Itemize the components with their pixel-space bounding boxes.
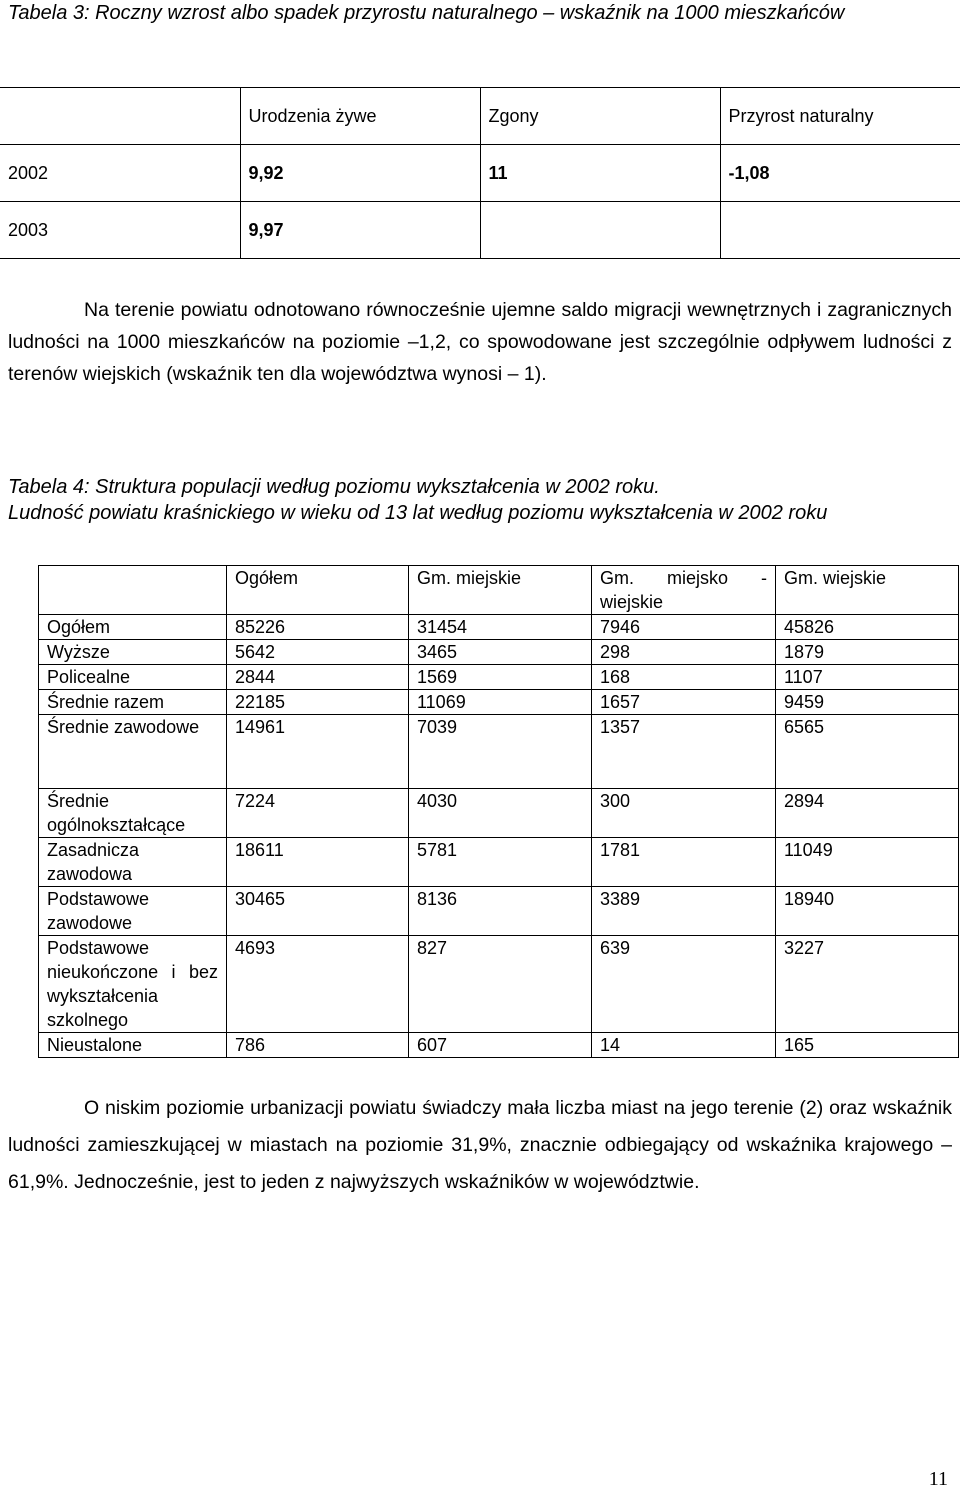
table3-cell	[720, 202, 960, 259]
table3-header-row	[0, 88, 960, 145]
table3-header-cell: Zgony	[480, 88, 720, 145]
table-row	[39, 615, 959, 640]
table4-cell: 1781	[592, 838, 776, 887]
table4-cell: 298	[592, 640, 776, 665]
table4-header-cell: Gm. miejsko - wiejskie	[592, 566, 776, 615]
table3-header-cell: Urodzenia żywe	[240, 88, 480, 145]
table4-row-label: Podstawowe zawodowe	[39, 887, 227, 936]
table-row	[39, 690, 959, 715]
table3	[0, 87, 960, 259]
table4-cell: 6565	[776, 715, 959, 789]
table4-cell: 5642	[227, 640, 409, 665]
table3-caption: Tabela 3: Roczny wzrost albo spadek przyrostu naturalnego – wskaźnik na 1000 mieszkańców	[8, 2, 845, 24]
table3-cell: 11	[480, 145, 720, 202]
table3-cell: 9,97	[240, 202, 480, 259]
table4-cell: 4030	[409, 789, 592, 838]
table3-cell	[480, 202, 720, 259]
table-row	[39, 936, 959, 1033]
table4-row-label: Podstawowe nieukończone i bez wykształcenia szkolnego	[39, 936, 227, 1033]
table3-header-cell	[0, 88, 240, 145]
table4-cell: 639	[592, 936, 776, 1033]
table4-cell: 1107	[776, 665, 959, 690]
table4-cell: 7224	[227, 789, 409, 838]
table4-row-label: Policealne	[39, 665, 227, 690]
table4-row-label: Wyższe	[39, 640, 227, 665]
table4-row-label: Ogółem	[39, 615, 227, 640]
table-row	[39, 715, 959, 789]
table4-subtitle: Ludność powiatu kraśnickiego w wieku od 13 lat według poziomu wykształcenia w 2002 roku	[8, 502, 828, 524]
table3-cell: -1,08	[720, 145, 960, 202]
table4-row-label: Średnie ogólnokształcące	[39, 789, 227, 838]
table-row	[39, 1033, 959, 1058]
table4-caption: Tabela 4: Struktura populacji według poziomu wykształcenia w 2002 roku.	[8, 476, 660, 498]
table4-row-label: Zasadnicza zawodowa	[39, 838, 227, 887]
table4-cell: 1357	[592, 715, 776, 789]
table4-cell: 30465	[227, 887, 409, 936]
table4-cell: 165	[776, 1033, 959, 1058]
table4-cell: 14	[592, 1033, 776, 1058]
table4-cell: 22185	[227, 690, 409, 715]
table4-header-cell	[39, 566, 227, 615]
table4-cell: 7946	[592, 615, 776, 640]
table4-cell: 786	[227, 1033, 409, 1058]
table-row	[0, 145, 960, 202]
table4-cell: 18940	[776, 887, 959, 936]
table4	[38, 565, 959, 1058]
table4-cell: 9459	[776, 690, 959, 715]
urbanization-paragraph: O niskim poziomie urbanizacji powiatu świadczy mała liczba miast na jego terenie (2) oraz wskaźnik ludności zamieszkującej w miastach na poziomie 31,9%, znacznie odbiegający od wskaźnika krajowego – 61,9%. Jednocześnie, jest to jeden z najwyższych wskaźników w województwie.	[8, 1097, 952, 1193]
table4-row-label: Średnie razem	[39, 690, 227, 715]
table4-header-cell: Gm. miejskie	[409, 566, 592, 615]
table4-cell: 11069	[409, 690, 592, 715]
table-row	[39, 887, 959, 936]
table4-cell: 168	[592, 665, 776, 690]
table4-cell: 3465	[409, 640, 592, 665]
table-row	[39, 640, 959, 665]
table4-cell: 827	[409, 936, 592, 1033]
table4-cell: 4693	[227, 936, 409, 1033]
table4-cell: 300	[592, 789, 776, 838]
table4-cell: 45826	[776, 615, 959, 640]
table3-cell: 9,92	[240, 145, 480, 202]
table4-cell: 14961	[227, 715, 409, 789]
table4-cell: 5781	[409, 838, 592, 887]
table4-cell: 1657	[592, 690, 776, 715]
table4-header-cell: Ogółem	[227, 566, 409, 615]
table4-cell: 3389	[592, 887, 776, 936]
table4-cell: 1879	[776, 640, 959, 665]
table4-cell: 31454	[409, 615, 592, 640]
table4-cell: 2894	[776, 789, 959, 838]
table4-header-row	[39, 566, 959, 615]
table3-year-cell: 2003	[8, 219, 49, 240]
table-row	[39, 838, 959, 887]
table4-cell: 3227	[776, 936, 959, 1033]
table4-cell: 11049	[776, 838, 959, 887]
table4-cell: 18611	[227, 838, 409, 887]
table3-year-cell: 2002	[8, 162, 49, 183]
table4-cell: 607	[409, 1033, 592, 1058]
table-row	[39, 665, 959, 690]
table-row	[0, 202, 960, 259]
migration-paragraph: Na terenie powiatu odnotowano równocześnie ujemne saldo migracji wewnętrznych i zagranicznych ludności na 1000 mieszkańców na poziomie –1,2, co spowodowane jest szczególnie odpływem ludności z terenów wiejskich (wskaźnik ten dla województwa wynosi – 1).	[8, 299, 952, 385]
table4-cell: 1569	[409, 665, 592, 690]
table4-row-label: Nieustalone	[39, 1033, 227, 1058]
table4-cell: 8136	[409, 887, 592, 936]
page-number: 11	[928, 1468, 948, 1490]
table4-cell: 2844	[227, 665, 409, 690]
table4-row-label: Średnie zawodowe	[39, 715, 227, 789]
table-row	[39, 789, 959, 838]
table4-header-cell: Gm. wiejskie	[776, 566, 959, 615]
table4-cell: 85226	[227, 615, 409, 640]
table3-header-cell: Przyrost naturalny	[720, 88, 960, 145]
table4-cell: 7039	[409, 715, 592, 789]
